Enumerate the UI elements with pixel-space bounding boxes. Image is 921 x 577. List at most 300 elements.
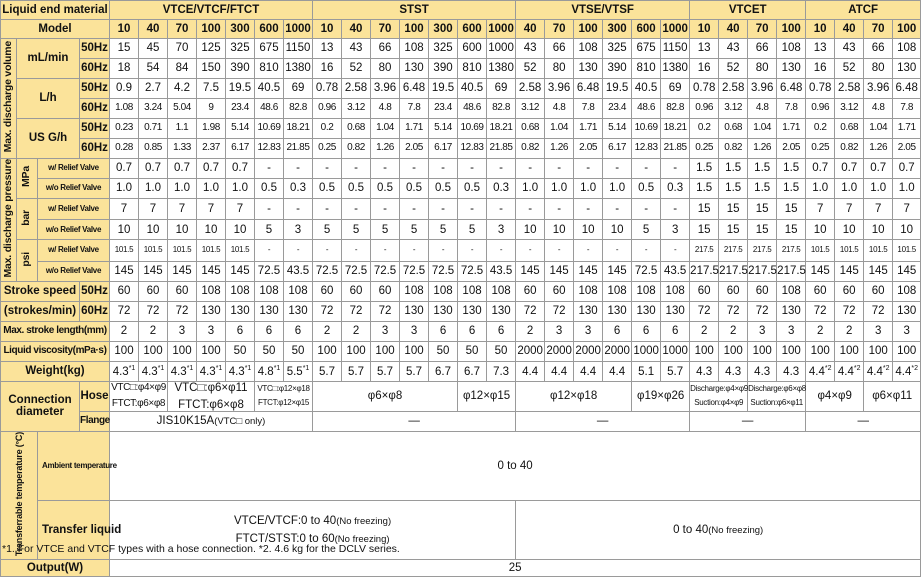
table-cell: 72 <box>690 301 719 321</box>
table-cell: 9 <box>197 99 226 119</box>
flange-note: (VTC□ only) <box>214 416 266 428</box>
table-cell: 1.71 <box>574 119 603 139</box>
viscosity-label <box>1 341 110 361</box>
table-cell: - <box>603 199 632 220</box>
table-cell: 7 <box>139 199 168 220</box>
table-row <box>1 261 921 281</box>
stroke-speed-label: Stroke speed <box>1 281 80 301</box>
table-cell: 40.5 <box>458 79 487 99</box>
table-cell: 1.71 <box>400 119 429 139</box>
table-cell: 60 <box>110 281 139 301</box>
weight-value: 4.3 <box>228 365 245 378</box>
table-cell: 3.24 <box>139 99 168 119</box>
table-cell: - <box>516 240 545 261</box>
table-cell: 72.5 <box>632 261 661 281</box>
table-cell: 1000 <box>632 341 661 361</box>
label-text: Connection <box>8 394 72 407</box>
table-cell: 15 <box>110 39 139 59</box>
table-cell: 0.96 <box>806 99 835 119</box>
table-cell: 2.05 <box>400 139 429 159</box>
table-cell: 1.0 <box>516 179 545 199</box>
table-cell: 10 <box>806 220 835 240</box>
table-cell: 21.85 <box>284 139 313 159</box>
table-cell: 18.21 <box>284 119 313 139</box>
table-cell: 10 <box>603 220 632 240</box>
relief-valve-label: w/o Relief Valve <box>38 220 110 240</box>
flange-value: JIS10K15A <box>156 415 215 428</box>
table-cell: 5 <box>371 220 400 240</box>
table-cell: 3.12 <box>342 99 371 119</box>
hose-atcf-a: φ4×φ9 <box>806 381 864 411</box>
table-cell: 1.0 <box>603 179 632 199</box>
weight-value: 4.8 <box>257 365 274 378</box>
table-cell: 325 <box>226 39 255 59</box>
table-cell: 5 <box>255 220 284 240</box>
table-cell: 325 <box>429 39 458 59</box>
table-cell: 0.5 <box>458 179 487 199</box>
table-cell: 10 <box>139 220 168 240</box>
table-cell: 50 <box>226 341 255 361</box>
table-cell: 108 <box>893 281 921 301</box>
table-cell: 1.04 <box>545 119 574 139</box>
table-cell: 108 <box>574 39 603 59</box>
table-cell: 3 <box>574 321 603 341</box>
table-cell: 3 <box>893 321 921 341</box>
relief-valve-label: w/ Relief Valve <box>38 240 110 261</box>
table-cell: 100 <box>197 341 226 361</box>
table-cell: 5.14 <box>429 119 458 139</box>
table-cell: 1.08 <box>110 99 139 119</box>
table-cell: 1.71 <box>777 119 806 139</box>
table-cell <box>168 361 197 381</box>
table-row <box>1 341 921 361</box>
table-cell: 16 <box>690 59 719 79</box>
table-cell: 1.26 <box>748 139 777 159</box>
hose-line: VTC□:φ12×φ18 <box>257 384 310 394</box>
table-cell: 1.04 <box>748 119 777 139</box>
table-cell: 18.21 <box>661 119 690 139</box>
table-cell: 145 <box>168 261 197 281</box>
table-cell: 2 <box>110 321 139 341</box>
freq-label: 50Hz <box>80 281 110 301</box>
table-cell: 18 <box>110 59 139 79</box>
table-cell: - <box>516 159 545 179</box>
table-cell: 18.21 <box>487 119 516 139</box>
table-cell: 15 <box>777 220 806 240</box>
flange-stst: — <box>313 411 516 431</box>
table-cell: 130 <box>400 301 429 321</box>
table-cell: 6 <box>632 321 661 341</box>
table-cell: 0.25 <box>690 139 719 159</box>
table-cell: 3.96 <box>545 79 574 99</box>
table-cell: 80 <box>748 59 777 79</box>
table-cell: 2 <box>806 321 835 341</box>
table-cell: 7.8 <box>574 99 603 119</box>
table-cell: 10 <box>110 20 139 39</box>
table-cell: 5 <box>400 220 429 240</box>
table-cell: 1.5 <box>748 179 777 199</box>
table-cell: 130 <box>487 301 516 321</box>
hose-vts-a: φ12×φ18 <box>516 381 632 411</box>
table-cell: 0.25 <box>313 139 342 159</box>
table-cell: 1000 <box>284 20 313 39</box>
table-cell <box>748 361 777 381</box>
table-cell: 15 <box>719 220 748 240</box>
unit-text: (W) <box>64 561 84 574</box>
footnote-mark: *1 <box>157 364 165 372</box>
table-cell: 108 <box>893 39 921 59</box>
vertical-label: MPa <box>20 166 33 188</box>
table-cell: 5 <box>342 220 371 240</box>
table-row <box>1 99 921 119</box>
table-cell: 3 <box>748 321 777 341</box>
table-cell: 72 <box>371 301 400 321</box>
hose-line: Discharge:φ6×φ8 <box>748 384 806 394</box>
hose-vtcet-b <box>748 381 806 411</box>
table-cell: 390 <box>603 59 632 79</box>
table-cell: 0.2 <box>313 119 342 139</box>
table-row <box>1 179 921 199</box>
table-cell: 15 <box>748 199 777 220</box>
table-cell: 600 <box>632 20 661 39</box>
table-cell: 6 <box>429 321 458 341</box>
table-cell: 72 <box>806 301 835 321</box>
table-cell: 6.17 <box>603 139 632 159</box>
table-cell: 108 <box>284 281 313 301</box>
flange-vtcet: — <box>690 411 806 431</box>
table-cell: 217.5 <box>719 261 748 281</box>
weight-value: 4.4 <box>895 365 912 378</box>
table-cell: 10 <box>690 20 719 39</box>
hose-atcf-b: φ6×φ11 <box>864 381 921 411</box>
table-cell: 10.69 <box>458 119 487 139</box>
table-cell: 1.0 <box>168 179 197 199</box>
table-cell: 15 <box>777 199 806 220</box>
table-cell: 1.0 <box>864 179 893 199</box>
table-cell: 72 <box>168 301 197 321</box>
table-cell: - <box>429 199 458 220</box>
table-cell: 1.5 <box>719 159 748 179</box>
table-cell: 15 <box>719 199 748 220</box>
table-cell: 43.5 <box>661 261 690 281</box>
table-cell: 60 <box>516 281 545 301</box>
weight-value: 5.7 <box>319 365 336 378</box>
table-cell: - <box>255 240 284 261</box>
table-cell: 0.68 <box>835 119 864 139</box>
unit-label <box>17 199 38 240</box>
table-cell: - <box>574 240 603 261</box>
table-cell: - <box>429 159 458 179</box>
model-header: Model <box>1 20 110 39</box>
table-cell: 0.28 <box>110 139 139 159</box>
table-cell: 130 <box>893 59 921 79</box>
table-cell: 3.12 <box>835 99 864 119</box>
table-cell: 145 <box>893 261 921 281</box>
table-cell: 0.7 <box>139 159 168 179</box>
table-cell: 70 <box>168 20 197 39</box>
table-cell: 0.3 <box>487 179 516 199</box>
table-cell: 145 <box>835 261 864 281</box>
table-cell: 145 <box>139 261 168 281</box>
table-cell: 101.5 <box>893 240 921 261</box>
table-cell: - <box>487 159 516 179</box>
temp-text: 0 to 40 <box>673 524 709 537</box>
table-cell: 100 <box>400 341 429 361</box>
table-cell: 125 <box>197 39 226 59</box>
table-cell: 0.25 <box>806 139 835 159</box>
table-cell: 72 <box>719 301 748 321</box>
table-cell: 108 <box>487 281 516 301</box>
table-cell: 10 <box>313 20 342 39</box>
table-cell: 10 <box>197 220 226 240</box>
weight-value: 4.3 <box>754 365 771 378</box>
table-cell: - <box>545 240 574 261</box>
table-cell: 100 <box>806 341 835 361</box>
table-cell: 101.5 <box>110 240 139 261</box>
table-cell: 300 <box>429 20 458 39</box>
table-cell: 21.85 <box>487 139 516 159</box>
table-cell: 108 <box>603 281 632 301</box>
table-cell: - <box>458 199 487 220</box>
table-cell: 1.5 <box>748 159 777 179</box>
table-cell: - <box>603 159 632 179</box>
table-cell: 0.7 <box>864 159 893 179</box>
table-cell <box>661 361 690 381</box>
table-cell: - <box>313 240 342 261</box>
weight-label <box>1 361 110 381</box>
table-cell <box>313 361 342 381</box>
table-cell <box>226 361 255 381</box>
table-cell: 4.8 <box>864 99 893 119</box>
weight-value: 6.7 <box>464 365 481 378</box>
table-cell: 1.0 <box>545 179 574 199</box>
table-cell: 7 <box>864 199 893 220</box>
table-cell: - <box>255 199 284 220</box>
table-row <box>1 411 921 431</box>
table-cell: 1.0 <box>197 179 226 199</box>
footnote-mark: *2 <box>911 364 918 372</box>
flange-atcf: — <box>806 411 921 431</box>
table-row <box>1 559 921 576</box>
connection-diameter-label <box>1 381 80 431</box>
table-cell: 7 <box>110 199 139 220</box>
table-cell: 72.5 <box>429 261 458 281</box>
table-cell: 12.83 <box>632 139 661 159</box>
unit-label <box>17 159 38 199</box>
table-cell: - <box>371 240 400 261</box>
table-cell: 6.48 <box>400 79 429 99</box>
hose-line: Discharge:φ4×φ9 <box>690 384 748 394</box>
group-header: ATCF <box>806 1 921 20</box>
table-cell: 43.5 <box>487 261 516 281</box>
table-cell: 50 <box>255 341 284 361</box>
table-cell: 100 <box>777 341 806 361</box>
table-cell: 5.14 <box>226 119 255 139</box>
table-cell: 108 <box>400 281 429 301</box>
table-cell: 43 <box>516 39 545 59</box>
vertical-label: Max. discharge volume <box>1 41 14 153</box>
table-cell: 3.96 <box>748 79 777 99</box>
table-cell: 0.68 <box>516 119 545 139</box>
footnote-mark: *2 <box>824 364 832 372</box>
table-cell: 145 <box>197 261 226 281</box>
hose-line: Suction:φ6×φ11 <box>750 397 803 407</box>
table-cell: 100 <box>864 341 893 361</box>
table-cell: - <box>284 240 313 261</box>
hose-vtc-b <box>168 381 255 411</box>
table-cell: 2.58 <box>835 79 864 99</box>
relief-valve-label: w/o Relief Valve <box>38 261 110 281</box>
table-cell: 108 <box>197 281 226 301</box>
table-cell <box>516 361 545 381</box>
table-cell: 52 <box>342 59 371 79</box>
table-cell: 72.5 <box>342 261 371 281</box>
table-cell: 19.5 <box>603 79 632 99</box>
table-cell: 6 <box>661 321 690 341</box>
temp-line <box>110 515 515 527</box>
temp-note: (No freezing) <box>708 525 764 537</box>
table-cell: 70 <box>545 20 574 39</box>
table-cell: 4.2 <box>168 79 197 99</box>
table-row <box>1 301 921 321</box>
unit-text: (mPa·s) <box>72 344 107 356</box>
table-cell: - <box>458 159 487 179</box>
table-cell: 2 <box>139 321 168 341</box>
table-cell: 5 <box>632 220 661 240</box>
table-cell: 66 <box>748 39 777 59</box>
freq-label: 50Hz <box>80 119 110 139</box>
table-cell: 0.71 <box>139 119 168 139</box>
table-cell: 217.5 <box>690 240 719 261</box>
table-cell: - <box>284 199 313 220</box>
table-cell: 108 <box>574 281 603 301</box>
table-cell: 72.5 <box>313 261 342 281</box>
table-cell: 1.33 <box>168 139 197 159</box>
table-cell: - <box>545 199 574 220</box>
table-cell: 72 <box>110 301 139 321</box>
table-cell: 0.7 <box>893 159 921 179</box>
table-row <box>1 199 921 220</box>
table-cell: 66 <box>371 39 400 59</box>
table-cell: 100 <box>342 341 371 361</box>
table-cell: 2 <box>835 321 864 341</box>
table-cell: - <box>313 159 342 179</box>
table-cell: - <box>603 240 632 261</box>
unit-text: (kg) <box>63 365 85 378</box>
table-cell: 70 <box>371 20 400 39</box>
table-cell: 23.4 <box>603 99 632 119</box>
table-cell: 0.82 <box>719 139 748 159</box>
table-cell: 70 <box>168 39 197 59</box>
table-cell: 82.8 <box>487 99 516 119</box>
table-cell: 1.5 <box>690 179 719 199</box>
temp-note: (No freezing) <box>336 516 392 528</box>
table-cell: 145 <box>864 261 893 281</box>
table-cell: 0.7 <box>197 159 226 179</box>
table-cell: 48.6 <box>458 99 487 119</box>
group-header: VTCE/VTCF/FTCT <box>110 1 313 20</box>
table-cell: 15 <box>690 220 719 240</box>
table-cell: 100 <box>690 341 719 361</box>
weight-value: 5.7 <box>667 365 684 378</box>
group-header: VTSE/VTSF <box>516 1 690 20</box>
table-cell: 145 <box>806 261 835 281</box>
unit-label <box>17 240 38 281</box>
hose-stst-b: φ12×φ15 <box>458 381 516 411</box>
table-cell: 217.5 <box>690 261 719 281</box>
table-cell: 7 <box>197 199 226 220</box>
table-cell: 217.5 <box>748 240 777 261</box>
temp-note: (No freezing) <box>334 534 390 546</box>
table-cell: 6 <box>255 321 284 341</box>
table-cell: 130 <box>893 301 921 321</box>
table-cell: 100 <box>110 341 139 361</box>
table-cell: 2000 <box>574 341 603 361</box>
hose-line: FTCT:φ6×φ8 <box>111 397 166 409</box>
table-cell <box>342 361 371 381</box>
table-cell: 100 <box>574 20 603 39</box>
table-cell: 2000 <box>603 341 632 361</box>
table-cell: - <box>371 199 400 220</box>
table-cell: 12.83 <box>255 139 284 159</box>
table-cell: 0.5 <box>400 179 429 199</box>
table-cell: 217.5 <box>719 240 748 261</box>
table-cell: 2 <box>313 321 342 341</box>
table-cell: 1.0 <box>574 179 603 199</box>
table-cell: 108 <box>632 281 661 301</box>
hose-vtc-a <box>110 381 168 411</box>
table-cell: 0.82 <box>835 139 864 159</box>
weight-value: 4.3 <box>783 365 800 378</box>
table-cell: 1000 <box>661 20 690 39</box>
table-cell <box>255 361 284 381</box>
table-cell: 1000 <box>487 20 516 39</box>
hose-line: VTC□:φ6×φ11 <box>174 381 248 394</box>
table-cell: 80 <box>864 59 893 79</box>
table-cell: 3 <box>197 321 226 341</box>
table-cell: 1.0 <box>226 179 255 199</box>
table-cell: 1.26 <box>864 139 893 159</box>
table-cell: 130 <box>197 301 226 321</box>
table-cell: 1.1 <box>168 119 197 139</box>
table-cell <box>458 361 487 381</box>
hose-stst-a: φ6×φ8 <box>313 381 458 411</box>
table-cell: - <box>574 159 603 179</box>
table-cell: 69 <box>487 79 516 99</box>
table-cell: 145 <box>226 261 255 281</box>
weight-value: 4.4 <box>837 365 854 378</box>
table-cell: 52 <box>719 59 748 79</box>
hose-line: Suction:φ4×φ9 <box>694 397 744 407</box>
weight-value: 4.4 <box>522 365 539 378</box>
freq-label: 60Hz <box>80 59 110 79</box>
discharge-pressure-header <box>1 159 17 282</box>
table-cell: 6 <box>458 321 487 341</box>
table-cell: 7.5 <box>197 79 226 99</box>
table-cell: 40.5 <box>255 79 284 99</box>
table-cell: 100 <box>748 341 777 361</box>
table-cell: 130 <box>226 301 255 321</box>
table-cell: 7 <box>893 199 921 220</box>
table-cell: 7 <box>806 199 835 220</box>
table-cell: 7 <box>226 199 255 220</box>
table-cell: 2 <box>690 321 719 341</box>
table-cell: 145 <box>574 261 603 281</box>
table-cell: 3.12 <box>719 99 748 119</box>
table-row <box>1 321 921 341</box>
table-cell <box>603 361 632 381</box>
table-cell: 0.5 <box>255 179 284 199</box>
